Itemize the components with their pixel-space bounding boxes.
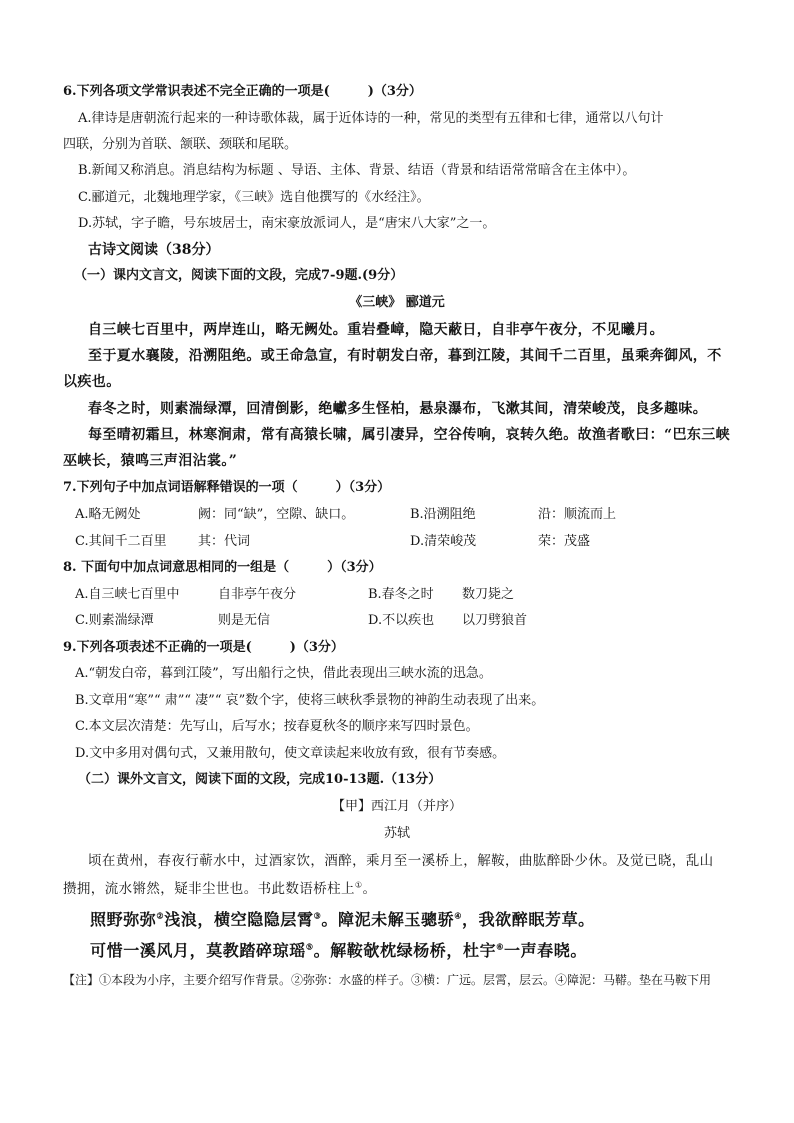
passage1-paragraph-2-line1: 至于夏水襄陵，沿溯阻绝。或王命急宣，有时朝发白帝，暮到江陵，其间千二百里，虽乘奔御风，不 bbox=[88, 348, 722, 364]
q6-option-a-line1: A.律诗是唐朝流行起来的一种诗歌体裁，属于近体诗的一种，常见的类型有五律和七律，通常以八句计 bbox=[78, 111, 664, 126]
q9-stem: 9.下列各项表述不正确的一项是( )（3分） bbox=[63, 640, 344, 655]
q7-option-c-phrase: C.其间千二百里 bbox=[75, 534, 167, 549]
q6-option-d: D.苏轼，字子瞻，号东坡居士，南宋豪放派词人，是“唐宋八大家”之一。 bbox=[78, 216, 496, 231]
passage1-paragraph-4-line2: 巫峡长，猿鸣三声泪沾裳。” bbox=[63, 453, 238, 469]
passage2-preface-line1: 顷在黄州，春夜行蕲水中，过酒家饮，酒醉，乘月至一溪桥上，解鞍，曲肱醉卧少休。及觉已晓，乱山 bbox=[88, 853, 714, 869]
passage1-paragraph-4-line1: 每至晴初霜旦，林寒涧肃，常有高猿长啸，属引凄异，空谷传响，哀转久绝。故渔者歌曰：“巴东三峡 bbox=[88, 427, 731, 443]
q6-stem: 6.下列各项文学常识表述不完全正确的一项是( )（3分） bbox=[63, 84, 422, 99]
q8-option-d-left: D.不以疾也 bbox=[368, 613, 435, 628]
passage1-title: 《三峡》 郦道元 bbox=[349, 295, 445, 310]
passage2-title: 【甲】西江月（并序） bbox=[331, 799, 462, 814]
passage2-preface-line2: 攒拥，流水锵然，疑非尘世也。书此数语桥柱上①。 bbox=[63, 880, 377, 897]
poem-line-2: 可惜一溪风月，莫教踏碎琼瑶⑤。解鞍欹枕绿杨桥，杜宇⑥一声春晓。 bbox=[90, 941, 587, 960]
q8-option-a-right: 自非亭午夜分 bbox=[218, 587, 297, 602]
footnote: 【注】①本段为小序，主要介绍写作背景。②弥弥：水盛的样子。③横：广远。层霄，层云。④障泥：马鞯。垫在马鞍下用 bbox=[63, 973, 712, 987]
footnote-marker: ① bbox=[354, 880, 363, 890]
footnote-marker: ② bbox=[156, 910, 165, 921]
q9-option-b: B.文章用“寒”“ 肃”“ 凄”“ 哀”数个字，使将三峡秋季景物的神韵生动表现了出来。 bbox=[75, 693, 545, 708]
part1-heading: （一）课内文言文，阅读下面的文段，完成7-9题.(9分） bbox=[74, 268, 404, 283]
passage1-paragraph-3: 春冬之时，则素湍绿潭，回清倒影，绝巘多生怪柏，悬泉瀑布，飞漱其间，清荣峻茂，良多趣味。 bbox=[88, 401, 708, 417]
passage2-author: 苏轼 bbox=[383, 826, 410, 841]
q9-option-c: C.本文层次清楚：先写山，后写水；按春夏秋冬的顺序来写四时景色。 bbox=[75, 719, 479, 734]
q7-stem: 7.下列句子中加点词语解释错误的一项（ ）（3分） bbox=[63, 480, 391, 495]
q8-option-d-right: 以刀劈狼首 bbox=[462, 613, 528, 628]
q8-option-c-right: 则是无信 bbox=[218, 613, 271, 628]
q6-option-c: C.郦道元，北魏地理学家，《三峡》选自他撰写的《水经注》。 bbox=[78, 190, 430, 205]
passage1-paragraph-1: 自三峡七百里中，两岸连山，略无阙处。重岩叠嶂，隐天蔽日，自非亭午夜分，不见曦月。 bbox=[88, 322, 664, 338]
q7-option-d-phrase: D.清荣峻茂 bbox=[410, 534, 477, 549]
part2-heading: （二）课外文言文，阅读下面的文段，完成10-13题.（13分） bbox=[78, 772, 442, 787]
q7-option-b-phrase: B.沿溯阻绝 bbox=[410, 507, 476, 522]
q7-option-a-phrase: A.略无阙处 bbox=[75, 507, 141, 522]
q7-option-a-gloss: 阙：同“缺”，空隙、缺口。 bbox=[198, 507, 355, 522]
q8-option-b-left: B.春冬之时 bbox=[368, 587, 434, 602]
q6-option-b: B.新闻又称消息。消息结构为标题 、导语、主体、背景、结语（背景和结语常常暗含在主体中）。 bbox=[78, 163, 636, 178]
q7-option-b-gloss: 沿：顺流而上 bbox=[538, 507, 617, 522]
q7-option-c-gloss: 其：代词 bbox=[198, 534, 251, 549]
q8-option-c-left: C.则素湍绿潭 bbox=[75, 613, 154, 628]
section-title: 古诗文阅读（38分） bbox=[88, 242, 220, 258]
q7-option-d-gloss: 荣：茂盛 bbox=[538, 534, 591, 549]
q8-option-a-left: A.自三峡七百里中 bbox=[75, 587, 180, 602]
q9-option-a: A.“朝发白帝，暮到江陵”，写出船行之快，借此表现出三峡水流的迅急。 bbox=[75, 666, 492, 681]
q8-stem: 8. 下面句中加点词意思相同的一组是（ ）（3分） bbox=[63, 560, 382, 575]
q6-option-a-line2: 四联，分别为首联、颔联、颈联和尾联。 bbox=[63, 137, 298, 152]
footnote-marker: ④ bbox=[454, 910, 462, 921]
passage1-paragraph-2-line2: 以疾也。 bbox=[63, 374, 121, 390]
poem-line-1: 照野弥弥②浅浪，横空隐隐层霄③。障泥未解玉骢骄④，我欲醉眠芳草。 bbox=[90, 910, 595, 929]
q9-option-d: D.文中多用对偶句式，又兼用散句，使文章读起来收放有致，很有节奏感。 bbox=[75, 746, 506, 761]
footnote-marker: ③ bbox=[313, 910, 322, 921]
footnote-marker: ⑥ bbox=[496, 941, 504, 952]
footnote-marker: ⑤ bbox=[305, 941, 314, 952]
q8-option-b-right: 数刀毙之 bbox=[462, 587, 515, 602]
